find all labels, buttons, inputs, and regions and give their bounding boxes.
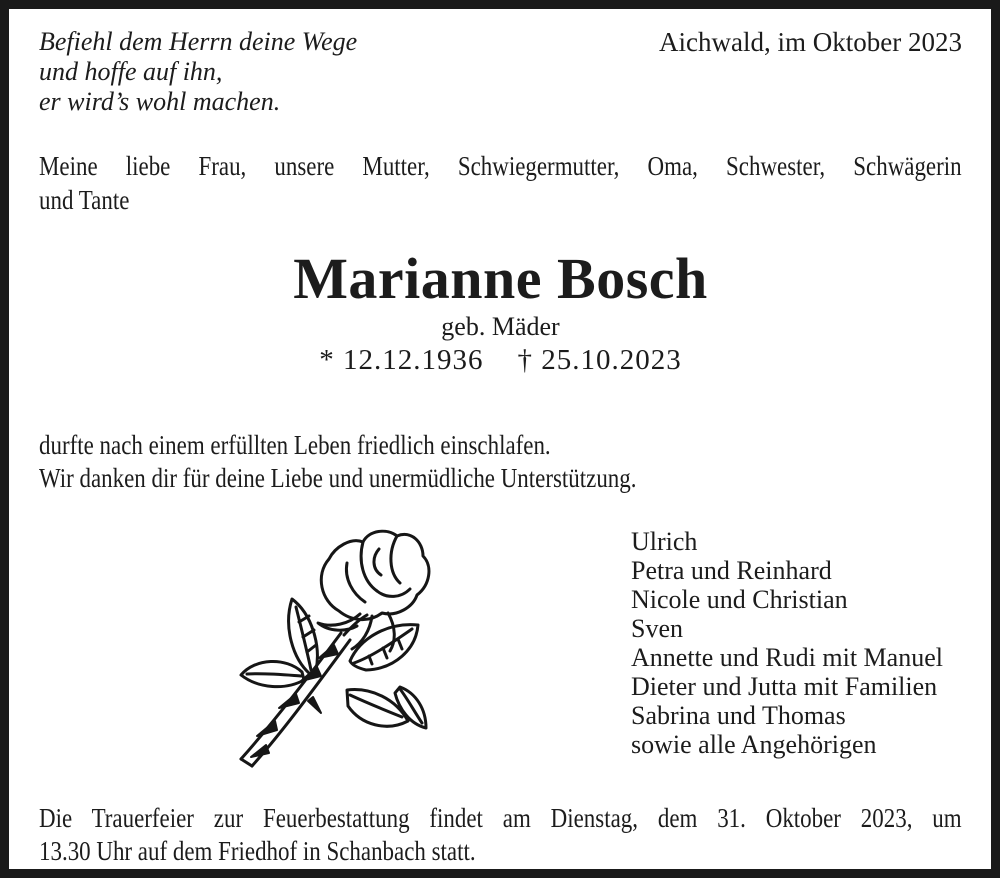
quote-line: und hoffe auf ihn, xyxy=(39,57,223,86)
funeral-line: 13.30 Uhr auf dem Friedhof in Schanbach statt. xyxy=(39,836,476,866)
salutation-paragraph xyxy=(39,149,962,217)
salutation-line: Meine liebe Frau, unsere Mutter, Schwiegermutter, Oma, Schwester, Schwägerin xyxy=(39,151,962,181)
birth-name: geb. Mäder xyxy=(441,312,560,341)
deceased-block xyxy=(39,248,962,377)
mourners-list xyxy=(631,527,943,759)
mourner-name: Dieter und Jutta mit Familien xyxy=(631,672,938,701)
funeral-details xyxy=(39,802,962,868)
birth-date: * 12.12.1936 xyxy=(319,344,484,376)
illustration-and-mourners-row xyxy=(39,527,962,773)
mourner-name: Sabrina und Thomas xyxy=(631,701,846,730)
life-dates xyxy=(39,343,962,377)
message-line: Wir danken dir für deine Liebe und unermüdliche Unterstützung. xyxy=(39,463,637,493)
mourner-name: Petra und Reinhard xyxy=(631,556,832,585)
mourner-name: Nicole und Christian xyxy=(631,585,848,614)
farewell-message xyxy=(39,429,962,495)
scripture-quote xyxy=(39,27,357,117)
mourner-name: sowie alle Angehörigen xyxy=(631,730,877,759)
death-date: † 25.10.2023 xyxy=(517,344,682,376)
header-row xyxy=(39,27,962,117)
funeral-line: Die Trauerfeier zur Feuerbestattung findet am Dienstag, dem 31. Oktober 2023, um xyxy=(39,803,962,833)
quote-line: Befiehl dem Herrn deine Wege xyxy=(39,27,358,56)
message-line: durfte nach einem erfüllten Leben friedlich einschlafen. xyxy=(39,430,551,460)
quote-line: er wird’s wohl machen. xyxy=(39,87,281,116)
mourner-name: Sven xyxy=(631,614,683,643)
rose-illustration xyxy=(211,527,449,773)
mourner-name: Ulrich xyxy=(631,527,698,556)
deceased-name: Marianne Bosch xyxy=(293,246,708,311)
mourner-name: Annette und Rudi mit Manuel xyxy=(631,643,943,672)
rose-icon xyxy=(211,527,449,773)
place-dateline: Aichwald, im Oktober 2023 xyxy=(659,27,962,57)
salutation-line: und Tante xyxy=(39,185,130,215)
